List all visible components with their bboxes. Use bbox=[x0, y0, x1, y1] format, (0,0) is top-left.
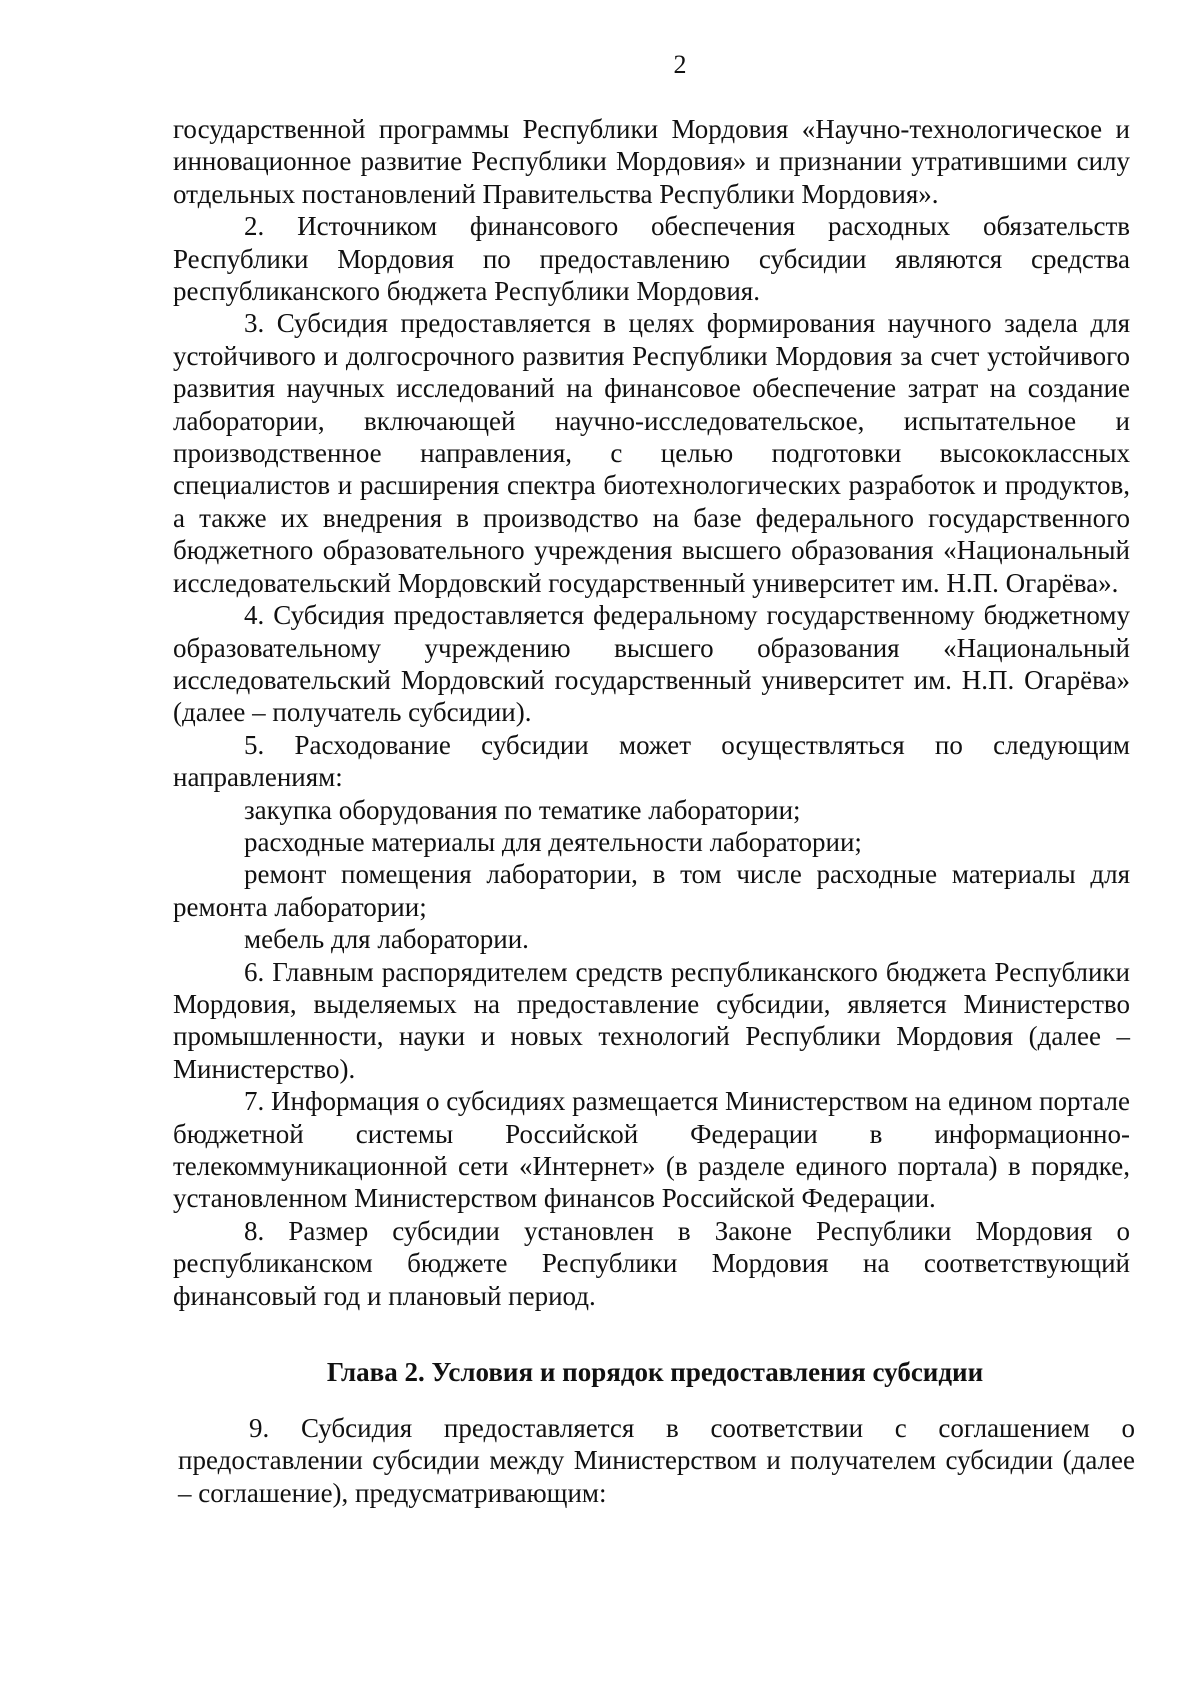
paragraph-5: 5. Расходование субсидии может осуществляться по следующим направлениям: bbox=[173, 729, 1130, 793]
chapter-2-body bbox=[178, 1412, 1135, 1509]
paragraph-4: 4. Субсидия предоставляется федеральному государственному бюджетному образовательному учреждению высшего образования «Национальный исследовательский Мордовский государственный университет им. Н.П. Огарёва» (далее – получатель субсидии). bbox=[173, 600, 1130, 728]
paragraph-continuation: государственной программы Республики Мордовия «Научно-технологическое и инновационное развитие Республики Мордовия» и признании утратившими силу отдельных постановлений Правительства Республики Мордовия». bbox=[173, 114, 1130, 209]
paragraph-3: 3. Субсидия предоставляется в целях формирования научного задела для устойчивого и долгосрочного развития Республики Мордовия за счет устойчивого развития научных исследований на финансовое обеспечение затрат на создание лаборатории, включающей научно-исследовательское, испытательное и производственное направления, с целью подготовки высококлассных специалистов и расширения спектра биотехнологических разработок и продуктов, а также их внедрения в производство на базе федерального государственного бюджетного образовательного учреждения высшего образования «Национальный исследовательский Мордовский государственный университет им. Н.П. Огарёва». bbox=[173, 308, 1130, 598]
paragraph-2: 2. Источником финансового обеспечения расходных обязательств Республики Мордовия по предоставлению субсидии являются средства республиканского бюджета Республики Мордовия. bbox=[173, 211, 1130, 307]
paragraph-9: 9. Субсидия предоставляется в соответствии с соглашением о предоставлении субсидии между Министерством и получателем субсидии (далее – соглашение), предусматривающим: bbox=[178, 1413, 1135, 1508]
chapter-1-body bbox=[173, 113, 1130, 1312]
list-item-equipment: закупка оборудования по тематике лаборатории; bbox=[244, 794, 801, 825]
chapter-2-heading: Глава 2. Условия и порядок предоставления субсидии bbox=[326, 1357, 984, 1387]
list-item-furniture: мебель для лаборатории. bbox=[244, 924, 529, 955]
paragraph-6: 6. Главным распорядителем средств республиканского бюджета Республики Мордовия, выделяемых на предоставление субсидии, является Министерство промышленности, науки и новых технологий Республики Мордовия (далее – Министерство). bbox=[173, 956, 1130, 1084]
list-item-repair: ремонт помещения лаборатории, в том числе расходные материалы для ремонта лаборатории; bbox=[173, 859, 1130, 922]
paragraph-7: 7. Информация о субсидиях размещается Министерством на едином портале бюджетной системы Российской Федерации в информационно-телекоммуникационной сети «Интернет» (в разделе единого портала) в порядке, установленном Министерством финансов Российской Федерации. bbox=[173, 1086, 1130, 1214]
page-number: 2 bbox=[673, 50, 687, 79]
list-item-consumables: расходные материалы для деятельности лаборатории; bbox=[244, 826, 862, 857]
paragraph-8: 8. Размер субсидии установлен в Законе Республики Мордовия о республиканском бюджете Республики Мордовия на соответствующий финансовый год и плановый период. bbox=[173, 1215, 1130, 1311]
